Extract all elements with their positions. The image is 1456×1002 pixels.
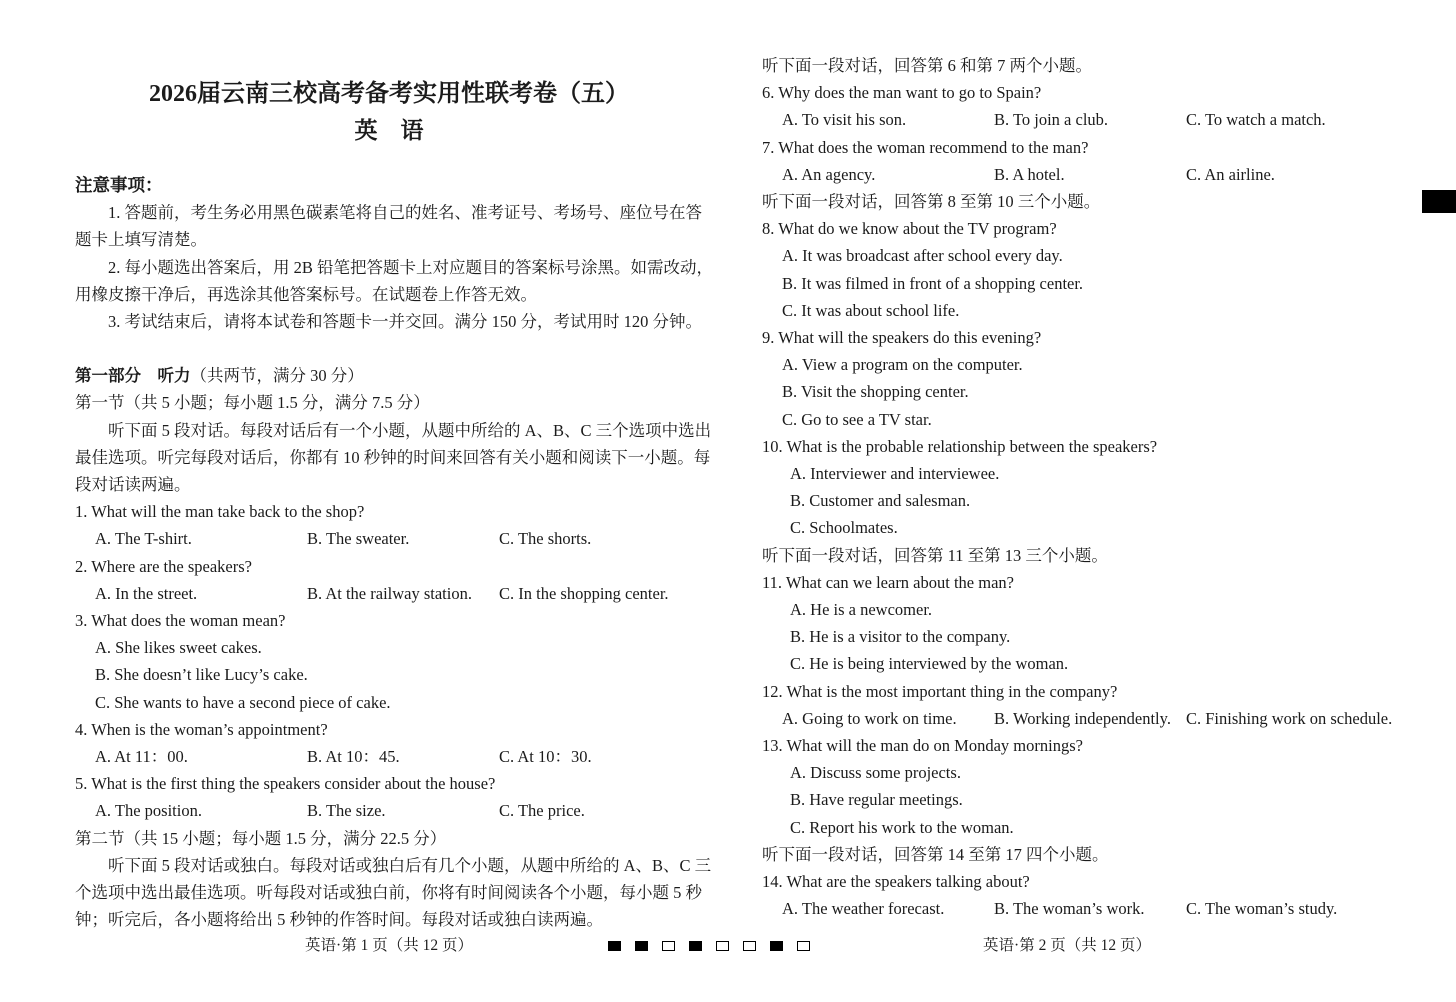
- option-b: B. The woman’s work.: [994, 899, 1145, 919]
- option-c: C. An airline.: [1186, 164, 1275, 184]
- footer-page-1: 英语·第 1 页（共 12 页）: [305, 937, 473, 954]
- option-line: B. It was filmed in front of a shopping center.: [782, 273, 1084, 293]
- options-row: [762, 895, 1422, 922]
- question-line: 9. What will the speakers do this evening?: [762, 328, 1042, 348]
- paragraph-line: 1. 答题前，考生务必用黑色碳素笔将自己的姓名、准考证号、考场号、座位号在答: [108, 203, 702, 223]
- option-line: A. She likes sweet cakes.: [95, 638, 262, 658]
- page-title: 2026届云南三校高考备考实用性联考卷（五）: [149, 81, 629, 107]
- paragraph-line: 2. 每小题选出答案后，用 2B 铅笔把答题卡上对应题目的答案标号涂黑。如需改动，: [108, 257, 714, 277]
- option-line: B. Visit the shopping center.: [782, 382, 969, 402]
- option-a: A. Going to work on time.: [782, 708, 957, 728]
- option-a: A. An agency.: [782, 164, 876, 184]
- option-b: B. At the railway station.: [307, 583, 472, 603]
- option-line: C. Go to see a TV star.: [782, 409, 932, 429]
- question-line: 5. What is the first thing the speakers consider about the house?: [75, 774, 496, 794]
- option-c: C. The price.: [499, 801, 585, 821]
- option-line: A. Interviewer and interviewee.: [790, 464, 1000, 484]
- registration-mark-outline: [743, 941, 756, 951]
- options-row: [75, 743, 703, 770]
- question-line: 2. Where are the speakers?: [75, 556, 252, 576]
- right-column: [762, 52, 1422, 923]
- option-a: A. In the street.: [95, 583, 198, 603]
- question-line: 7. What does the woman recommend to the man?: [762, 137, 1089, 157]
- registration-mark-outline: [716, 941, 729, 951]
- option-b: B. At 10：45.: [307, 747, 400, 767]
- option-b: B. The size.: [307, 801, 386, 821]
- option-b: B. To join a club.: [994, 110, 1109, 130]
- question-line: 1. What will the man take back to the shop?: [75, 502, 365, 522]
- footer-page-2: 英语·第 2 页（共 12 页）: [983, 937, 1151, 954]
- left-column: [75, 78, 714, 933]
- question-line: 4. When is the woman’s appointment?: [75, 719, 328, 739]
- text-line: 听下面一段对话，回答第 6 和第 7 两个小题。: [762, 56, 1092, 75]
- option-line: A. View a program on the computer.: [782, 355, 1023, 375]
- right-content: [762, 52, 1422, 923]
- text-line: 听下面一段对话，回答第 14 至第 17 四个小题。: [762, 844, 1109, 864]
- option-b: B. A hotel.: [994, 164, 1065, 184]
- option-c: C. The shorts.: [499, 529, 592, 549]
- paragraph-line: 听下面 5 段对话或独白。每段对话或独白后有几个小题，从题中所给的 A、B、C 三: [108, 855, 712, 875]
- paragraph-line: 3. 考试结束后，请将本试卷和答题卡一并交回。满分 150 分，考试用时 120 分钟。: [108, 312, 702, 332]
- part-heading-bold: 第一部分 听力: [75, 366, 191, 386]
- left-content: [75, 362, 712, 933]
- options-row: [75, 525, 703, 552]
- part-heading-rest: （共两节，满分 30 分）: [190, 366, 364, 386]
- option-line: B. Have regular meetings.: [790, 790, 963, 810]
- question-line: 3. What does the woman mean?: [75, 611, 286, 631]
- text-line: 听下面一段对话，回答第 11 至第 13 三个小题。: [762, 545, 1108, 565]
- registration-marks: [608, 941, 824, 951]
- options-row: [75, 797, 703, 824]
- options-row: [762, 705, 1422, 732]
- text-line: 最佳选项。听完每段对话后，你都有 10 秒钟的时间来回答有关小题和阅读下一小题。每: [75, 447, 711, 467]
- part-heading: [75, 362, 703, 389]
- question-line: 13. What will the man do on Monday mornings?: [762, 736, 1083, 756]
- options-row: [75, 580, 703, 607]
- option-line: A. It was broadcast after school every day.: [782, 246, 1063, 266]
- text-line: 第一节（共 5 小题；每小题 1.5 分，满分 7.5 分）: [75, 393, 430, 413]
- registration-mark-filled: [689, 941, 702, 951]
- option-a: A. To visit his son.: [782, 110, 907, 130]
- option-line: C. She wants to have a second piece of cake.: [95, 692, 391, 712]
- registration-mark-outline: [662, 941, 675, 951]
- option-c: C. Finishing work on schedule.: [1186, 708, 1393, 728]
- text-line: 用橡皮擦干净后，再选涂其他答案标号。在试题卷上作答无效。: [75, 284, 537, 304]
- option-c: C. To watch a match.: [1186, 110, 1326, 130]
- option-b: B. The sweater.: [307, 529, 410, 549]
- text-line: 题卡上填写清楚。: [75, 230, 207, 250]
- paragraph-line: 听下面 5 段对话。每段对话后有一个小题，从题中所给的 A、B、C 三个选项中选出: [108, 420, 712, 440]
- question-line: 8. What do we know about the TV program?: [762, 219, 1057, 239]
- option-line: B. He is a visitor to the company.: [790, 627, 1011, 647]
- option-c: C. The woman’s study.: [1186, 899, 1338, 919]
- registration-mark-filled: [608, 941, 621, 951]
- option-c: C. At 10：30.: [499, 747, 592, 767]
- question-line: 12. What is the most important thing in the company?: [762, 681, 1118, 701]
- text-line: 听下面一段对话，回答第 8 至第 10 三个小题。: [762, 192, 1101, 212]
- page-edge-mark: [1422, 190, 1456, 213]
- text-line: 钟；听完后，各小题将给出 5 秒钟的作答时间。每段对话或独白读两遍。: [75, 910, 603, 930]
- question-line: 11. What can we learn about the man?: [762, 572, 1014, 592]
- option-a: A. The weather forecast.: [782, 899, 945, 919]
- option-a: A. At 11：00.: [95, 747, 188, 767]
- text-line: 段对话读两遍。: [75, 475, 191, 495]
- registration-mark-outline: [797, 941, 810, 951]
- text-line: 第二节（共 15 小题；每小题 1.5 分，满分 22.5 分）: [75, 828, 447, 848]
- options-row: [762, 106, 1422, 133]
- question-line: 10. What is the probable relationship between the speakers?: [762, 436, 1158, 456]
- option-c: C. In the shopping center.: [499, 583, 669, 603]
- notice-lines: [75, 199, 714, 335]
- option-a: A. The T-shirt.: [95, 529, 192, 549]
- notice-label: 注意事项：: [75, 175, 163, 195]
- option-line: C. It was about school life.: [782, 300, 960, 320]
- options-row: [762, 161, 1422, 188]
- registration-mark-filled: [770, 941, 783, 951]
- option-b: B. Working independently.: [994, 708, 1171, 728]
- option-line: C. He is being interviewed by the woman.: [790, 654, 1069, 674]
- page-subtitle: 英 语: [354, 118, 424, 143]
- option-line: C. Schoolmates.: [790, 518, 898, 538]
- option-a: A. The position.: [95, 801, 202, 821]
- registration-mark-filled: [635, 941, 648, 951]
- option-line: B. She doesn’t like Lucy’s cake.: [95, 665, 308, 685]
- option-line: B. Customer and salesman.: [790, 491, 971, 511]
- question-line: 14. What are the speakers talking about?: [762, 872, 1030, 892]
- option-line: A. Discuss some projects.: [790, 763, 961, 783]
- option-line: C. Report his work to the woman.: [790, 817, 1014, 837]
- question-line: 6. Why does the man want to go to Spain?: [762, 83, 1042, 103]
- option-line: A. He is a newcomer.: [790, 600, 933, 620]
- text-line: 个选项中选出最佳选项。听每段对话或独白前，你将有时间阅读各个小题，每小题 5 秒: [75, 883, 702, 903]
